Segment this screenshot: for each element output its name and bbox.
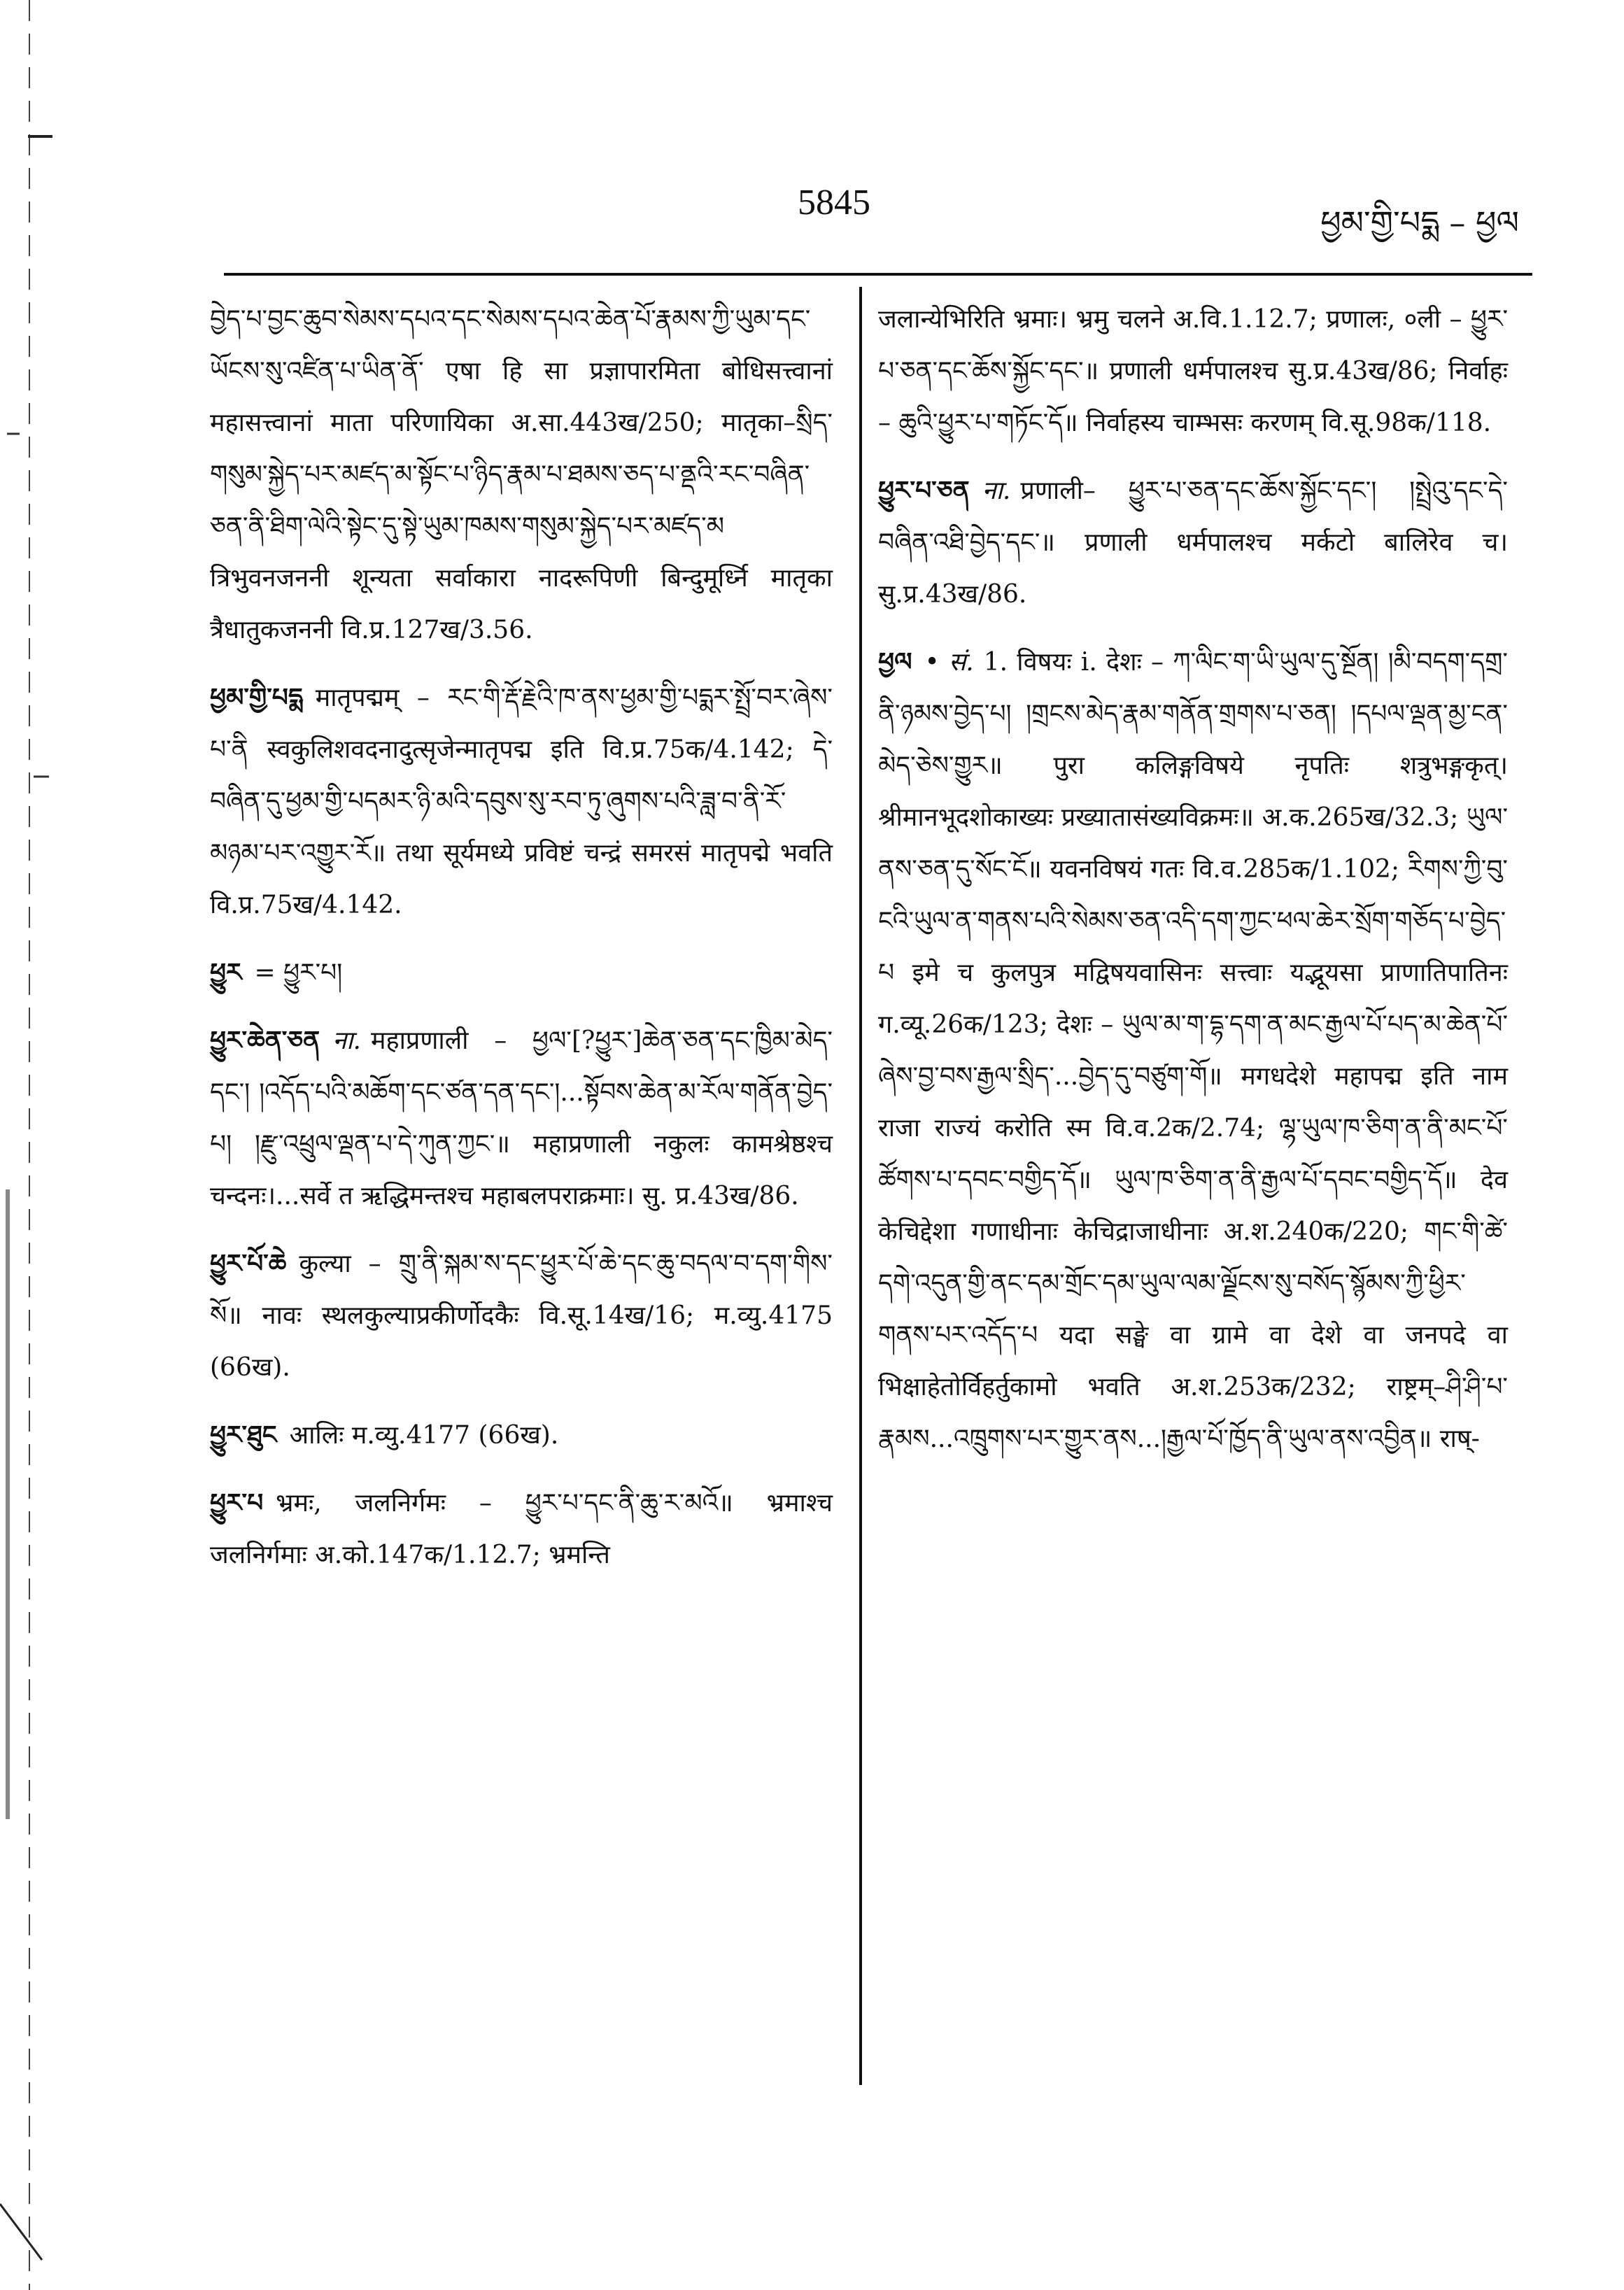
entry-text: བྱེད་པ་བྱང་ཆུབ་སེམས་དཔའ་དང་སེམས་དཔའ་ཆེན་པོ་རྣམས་ཀྱི་ཡུམ་དང་ཡོངས་སུ་འཛིན་པ་ཡིན་ནོ་ एषा हि सा प्रज्ञापारमिता बोधिसत्त्वानां महासत्त्वानां माता परिणायिका अ.सा.443ख/250; मातृका–སྲིད་གསུམ་སྐྱེད་པར་མཛད་མ་སྟོང་པ་ཉིད་རྣམ་པ་ཐམས་ཅད་པ་ནྡའི་རང་བཞིན་ཅན་ནི་ཐིག་ལེའི་སྟེང་དུ་སྟེ་ཡུམ་ཁམས་གསུམ་སྐྱེད་པར་མཛད་མ त्रिभुवनजननी शून्यता सर्वाकारा नादरूपिणी बिन्दुमूर्ध्नि मातृका त्रैधातुकजननी वि.प्र.127ख/3.56. [210,305,833,644]
entry-headword: ཕྱུར་ཐུང [210,1420,277,1450]
entry-headword: ཕྱུར་ཆེན་ཅན [210,1026,320,1055]
entry-text: 1. विषयः i. देशः – ཀ་ལིང་ག་ཡི་ཡུལ་དུ་སྔོན། །མི་བདག་དགྲ་ནི་ཉམས་བྱེད་པ། །གྲངས་མེད་རྣམ་གནོན་གྲགས་པ་ཅན། །དཔལ་ལྡན་མྱ་ངན་མེད་ཅེས་གྱུར॥ पुरा कलिङ्गविषये नृपतिः शत्रुभङ्गकृत्। श्रीमानभूदशोकाख्यः प्रख्यातासंख्यविक्रमः॥ अ.क.265ख/32.3; ཡུལ་ནས་ཅན་དུ་སོང་ངོ॥ यवनविषयं गतः वि.व.285क/1.102; རིགས་ཀྱི་བུ་ངའི་ཡུལ་ན་གནས་པའི་སེམས་ཅན་འདི་དག་ཀྱང་ཕལ་ཆེར་སྲོག་གཅོད་པ་བྱེད་པ इमे च कुलपुत्र मद्विषयवासिनः सत्त्वाः यद्भूयसा प्राणातिपातिनः ग.व्यू.26क/123; देशः – ཡུལ་མ་ག་དྷ་དག་ན་མང་རྒྱལ་པོ་པད་མ་ཆེན་པོ་ཞེས་བྱ་བས་རྒྱལ་སྲིད་...བྱེད་དུ་བཙུག་གོ॥ मगधदेशे महापद्म इति नाम राजा राज्यं करोति स्म वि.व.2क/2.74; ལྷ་ཡུལ་ཁ་ཅིག་ན་ནི་མང་པོ་ཚོགས་པ་དབང་བགྱིད་དོ॥ ཡུལ་ཁ་ཅིག་ན་ནི་རྒྱལ་པོ་དབང་བགྱིད་དོ॥ देव केचिद्देशा गणाधीनाः केचिद्राजाधीनाः अ.श.240क/220; གང་གི་ཚེ་དགེ་འདུན་གྱི་ནང་དམ་གྲོང་དམ་ཡུལ་ལམ་ལྗོངས་སུ་བསོད་སྙོམས་ཀྱི་ཕྱིར་གནས་པར་འདོད་པ यदा सङ्घे वा ग्रामे वा देशे वा जनपदे वा भिक्षाहेतोर्विहर्तुकामो भवति अ.श.253क/232; राष्ट्रम्–ཤི་ཤི་པ་རྣམས...འཁྲུགས་པར་གྱུར་ནས...།རྒྱལ་པོ་ཁྱོད་ནི་ཡུལ་ནས་འབྱིན॥ राष्- [878,648,1508,1453]
dictionary-entry [210,1409,833,1462]
entry-grammar-label: ना. [982,476,1011,505]
entry-text: = ཕྱུར་པ། [254,959,343,987]
dictionary-entry [210,1477,833,1581]
entry-headword: ཕྱུར་པ [210,1488,264,1518]
entry-text: प्रणाली– ཕྱུར་པ་ཅན་དང་ཆོས་སྐྱོང་དང་། །སྤྲེའུ་དང་དེ་བཞིན་འཐི་བྱེད་དང་॥ प्रणाली धर्मपालश्च मर्कटो बालिरेव च। सु.प्र.43ख/86. [878,476,1508,609]
dictionary-entry-continuation [878,294,1508,449]
column-divider [859,287,862,2085]
entry-headword: ཕྱུར [210,958,242,987]
dictionary-entry [878,636,1508,1465]
entry-headword: ཕྱལ [878,647,912,677]
entry-headword: ཕྱམ་གྱི་པདྨ [210,683,303,712]
entry-text: मातृपद्मम् – རང་གི་རྡོ་རྗེའི་ཁ་ནས་ཕྱམ་གྱི་པདྨར་སྤྲོ་བར་ཞེས་པ་ནི स्वकुलिशवदनादुत्सृजेन्मातृपद्म इति वि.प्र.75क/4.142; དེ་བཞིན་དུ་ཕྱམ་གྱི་པདམར་ཉི་མའི་དབུས་སུ་རབ་ཏུ་ཞུགས་པའི་ཟླ་བ་ནི་རོ་མཉམ་པར་འགྱུར་རོ॥ तथा सूर्यमध्ये प्रविष्टं चन्द्रं समरसं मातृपद्मे भवति वि.प्र.75ख/4.142. [210,684,833,919]
dictionary-entry [210,1238,833,1394]
header-rule [224,273,1532,276]
entry-text: कुल्या – གྲུ་ནི་སྐམ་ས་དང་ཕྱུར་པོ་ཆེ་དང་ཆུ་བདལ་བ་དག་གིས་སོ॥ नावः स्थलकुल्याप्रकीर्णोदकैः वि.सू.14ख/16; म.व्यु.4175 (66ख). [210,1250,833,1382]
entry-headword: ཕྱུར་པོ་ཆེ [210,1249,287,1278]
scan-edge-marks [0,0,56,2290]
dictionary-entry [878,465,1508,621]
entry-text: भ्रमः, जलनिर्गमः – ཕྱུར་པ་དང་ནི་ཆུ་ར་མའོ॥ भ्रमाश्च जलनिर्गमाः अ.को.147क/1.12.7; भ्रमन्ति [210,1489,833,1569]
dictionary-entry [210,672,833,931]
page-number: 5845 [798,183,870,222]
left-column [210,294,833,1597]
entry-text: जलान्येभिरिति भ्रमाः। भ्रमु चलने अ.वि.1.12.7; प्रणालः, ०ली – ཕྱུར་པ་ཅན་དང་ཆོས་སྐྱོང་དང་॥ प्रणाली धर्मपालश्च सु.प्र.43ख/86; निर्वाहः – ཆུའི་ཕྱུར་པ་གཏོང་དོ॥ निर्वाहस्य चाम्भसः करणम् वि.सू.98क/118. [878,305,1508,437]
dictionary-entry [210,1015,833,1222]
entry-text: आलिः म.व्यु.4177 (66ख). [289,1421,559,1450]
entry-text: महाप्रणाली – ཕྱལ་[?ཕྱུར་]ཆེན་ཅན་དང་ཁྱིམ་མེད་དང་། །འདོད་པའི་མཆོག་དང་ཙན་དན་དང་།...སྟོབས་ཆེན་མ་རོལ་གནོན་བྱེད་པ། །རྫུ་འཕྲུལ་ལྡན་པ་དེ་ཀུན་ཀྱང་॥ महाप्रणाली नकुलः कामश्रेष्ठश्च चन्दनः।...सर्वे त ऋद्धिमन्तश्च महाबलपराक्रमाः। सु. प्र.43ख/86. [210,1026,833,1210]
dictionary-entry [210,947,833,999]
entry-grammar-label: • सं. [924,648,974,677]
right-column [878,294,1508,1480]
entry-headword: ཕྱུར་པ་ཅན [878,476,970,505]
running-head: ཕྱམ་གྱི་པདྨ – ཕྱལ [1320,204,1519,241]
entry-grammar-label: ना. [332,1026,361,1055]
dictionary-entry-continuation [210,294,833,656]
